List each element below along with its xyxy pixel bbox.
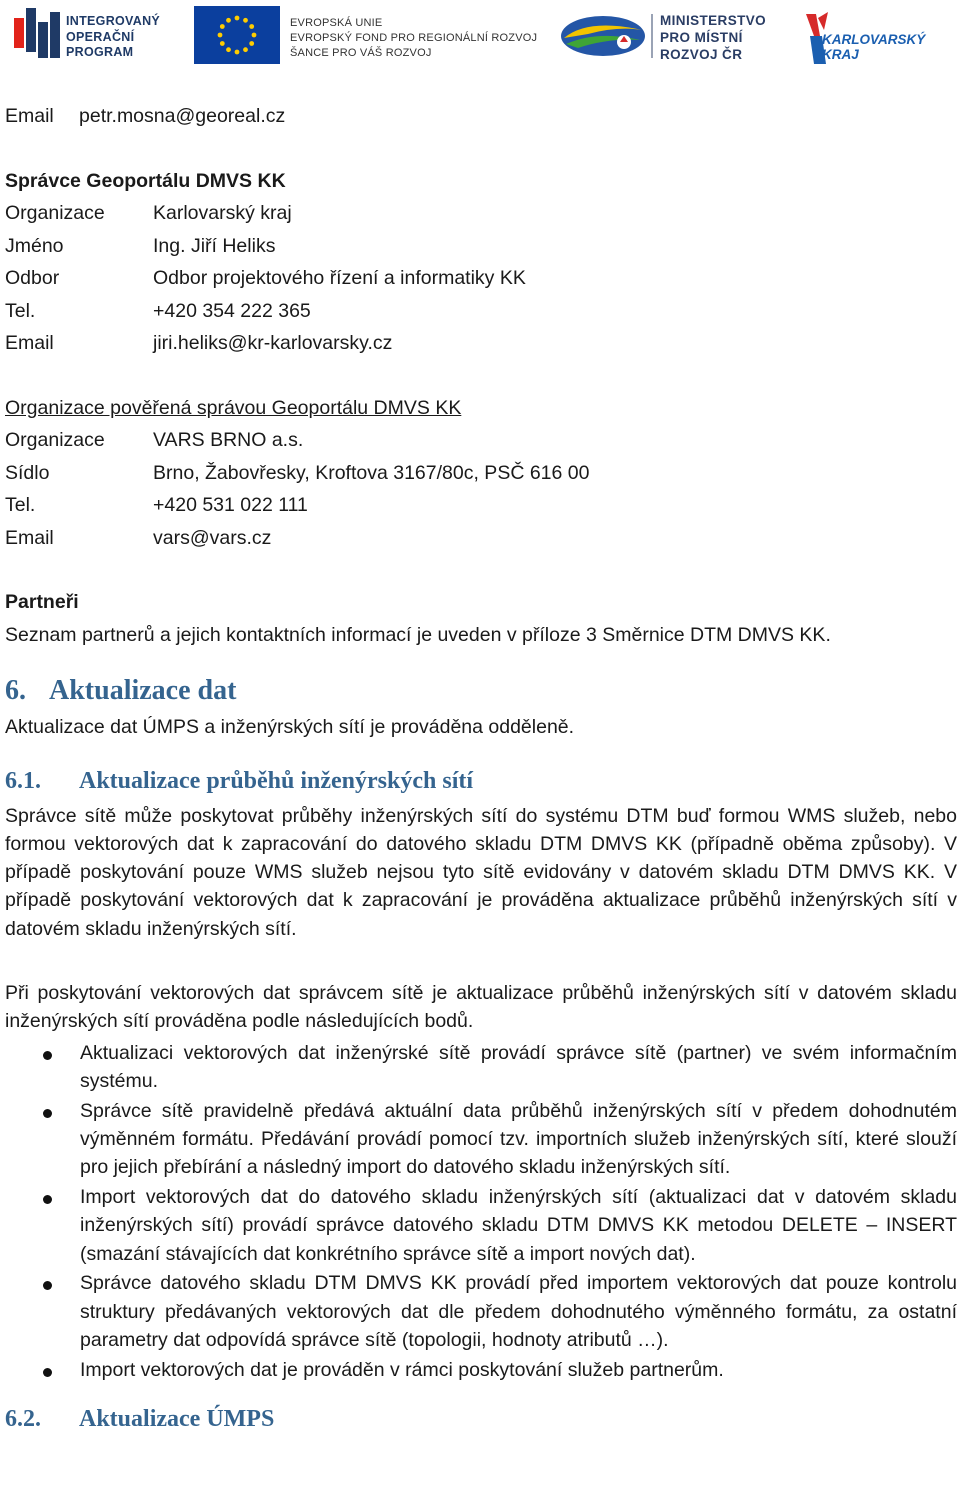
contact-label: Tel. <box>5 494 36 516</box>
list-item-text: Správce sítě pravidelně předává aktuální data průběhů inženýrských sítí v předem dohodnutém výměnném formátu. Předávání provádí pomocí tzv. importních služeb inženýrských sítí, které slouží pro jejich přebírání a následný import do datového skladu inženýrských sítí. <box>80 1099 957 1179</box>
contact-row <box>5 327 957 360</box>
partneri-text: Seznam partnerů a jejich kontaktních informací je uveden v příloze 3 Směrnice DTM DMVS KK. <box>5 623 831 646</box>
bullet-icon <box>43 1368 52 1377</box>
contact-label: Organizace <box>5 429 105 451</box>
section-title: Aktualizace ÚMPS <box>79 1406 275 1433</box>
karlovarsky-kraj-logo <box>802 4 932 66</box>
contact-value: +420 354 222 365 <box>153 299 311 322</box>
iop-logo-text: INTEGROVANÝ OPERAČNÍ PROGRAM <box>66 14 161 59</box>
contact-value: Karlovarský kraj <box>153 202 292 224</box>
contact-value: vars@vars.cz <box>153 526 272 549</box>
iop-blocks-icon <box>14 8 62 62</box>
mmr-logo-text: MINISTERSTVO PRO MÍSTNÍ ROZVOJ ČR <box>660 13 767 62</box>
contact-label: Odbor <box>5 267 60 289</box>
section-number: 6.2. <box>5 1406 41 1433</box>
contact-label: Organizace <box>5 202 105 224</box>
section-6-2-heading <box>5 1402 957 1436</box>
organizace-heading: Organizace pověřená správou Geoportálu DMVS KK <box>5 396 462 419</box>
organizace-contact-block <box>5 424 957 554</box>
contact-label: Jméno <box>5 234 64 257</box>
contact-label: Email <box>5 105 54 127</box>
contact-value: jiri.heliks@kr-karlovarsky.cz <box>153 332 393 354</box>
partneri-heading: Partneři <box>5 591 79 613</box>
section-6-1-paragraph-1: Správce sítě může poskytovat průběhy inženýrských sítí do systému DTM buď formou WMS služeb, nebo formou vektorových dat k zapracování do datového skladu DTM DMVS KK (případně oběma způsoby). V případě poskytování pouze WMS služeb nejsou tyto sítě evidovány v datovém skladu DTM DMVS KK. V případě poskytování vektorových dat k zapracování je prováděna aktualizace průběhů inženýrských sítí v datovém skladu inženýrských sítí. <box>5 804 957 940</box>
eu-logo <box>194 4 544 66</box>
contact-row <box>5 295 957 328</box>
contact-row <box>5 230 957 263</box>
list-item <box>5 1183 957 1268</box>
contact-row <box>5 100 957 133</box>
bullet-icon <box>43 1195 52 1204</box>
contact-value: +420 531 022 111 <box>153 494 308 516</box>
bullet-icon <box>43 1051 52 1060</box>
contact-value: petr.mosna@georeal.cz <box>79 105 286 127</box>
contact-row <box>5 522 957 555</box>
list-item-text: Import vektorových dat do datového skladu inženýrských sítí (aktualizaci dat v datovém skladu inženýrských sítí) provádí správce datového skladu DTM DMVS KK metodou DELETE – INSERT (smazání stávajících dat konkrétního správce sítě a import nových dat). <box>80 1186 957 1265</box>
section-6-1-bullet-list <box>5 1039 957 1385</box>
karlovarsky-kraj-logo-text: KARLOVARSKÝ KRAJ <box>822 32 926 62</box>
contact-label: Tel. <box>5 299 36 322</box>
logo-bar <box>0 0 960 78</box>
section-6-1-heading <box>5 764 957 798</box>
contact-label: Email <box>5 332 54 354</box>
section-number: 6.1. <box>5 767 41 794</box>
document-body <box>5 100 957 1436</box>
section-6-1-paragraph-2: Při poskytování vektorových dat správcem sítě je aktualizace průběhů inženýrských sítí v datovém skladu inženýrských sítí prováděna podle následujících bodů. <box>5 981 957 1033</box>
section-6-heading <box>5 671 957 711</box>
contact-value: Brno, Žabovřesky, Kroftova 3167/80c, PSČ 616 00 <box>153 461 590 484</box>
list-item-text: Import vektorových dat je prováděn v rámci poskytování služeb partnerům. <box>80 1358 724 1381</box>
contact-value: Ing. Jiří Heliks <box>153 234 276 257</box>
contact-row <box>5 197 957 230</box>
contact-row <box>5 424 957 457</box>
contact-row <box>5 457 957 490</box>
list-item-text: Aktualizaci vektorových dat inženýrské sítě provádí správce sítě (partner) ve svém informačním systému. <box>80 1041 957 1092</box>
list-item <box>5 1039 957 1096</box>
contact-row <box>5 262 957 295</box>
spravce-contact-block <box>5 197 957 360</box>
contact-label: Email <box>5 526 54 549</box>
contact-value: VARS BRNO a.s. <box>153 429 304 451</box>
contact-value: Odbor projektového řízení a informatiky KK <box>153 267 526 289</box>
bullet-icon <box>43 1281 52 1290</box>
section-title: Aktualizace průběhů inženýrských sítí <box>79 767 474 794</box>
list-item-text: Správce datového skladu DTM DMVS KK provádí před importem vektorových dat pouze kontrolu struktury předávaných vektorových dat dle předem dohodnutého výměnného formátu, za ostatní parametry dat odpovídá správce sítě (topologii, hodnoty atributů …). <box>80 1272 957 1352</box>
eu-logo-text: EVROPSKÁ UNIE EVROPSKÝ FOND PRO REGIONÁLNÍ ROZVOJ ŠANCE PRO VÁŠ ROZVOJ <box>290 17 538 59</box>
bullet-icon <box>43 1109 52 1118</box>
contact-label: Sídlo <box>5 461 50 484</box>
mmr-logo <box>558 4 788 66</box>
mmr-separator <box>651 14 653 58</box>
section-title: Aktualizace dat <box>49 675 237 706</box>
list-item <box>5 1097 957 1182</box>
mmr-emblem-icon <box>558 12 648 60</box>
list-item <box>5 1356 957 1384</box>
eu-flag-icon <box>194 6 280 64</box>
section-number: 6. <box>5 675 26 706</box>
list-item <box>5 1269 957 1354</box>
spravce-heading: Správce Geoportálu DMVS KK <box>5 169 286 192</box>
section-6-text: Aktualizace dat ÚMPS a inženýrských sítí je prováděna odděleně. <box>5 716 575 738</box>
iop-logo <box>14 4 174 66</box>
contact-row <box>5 489 957 522</box>
